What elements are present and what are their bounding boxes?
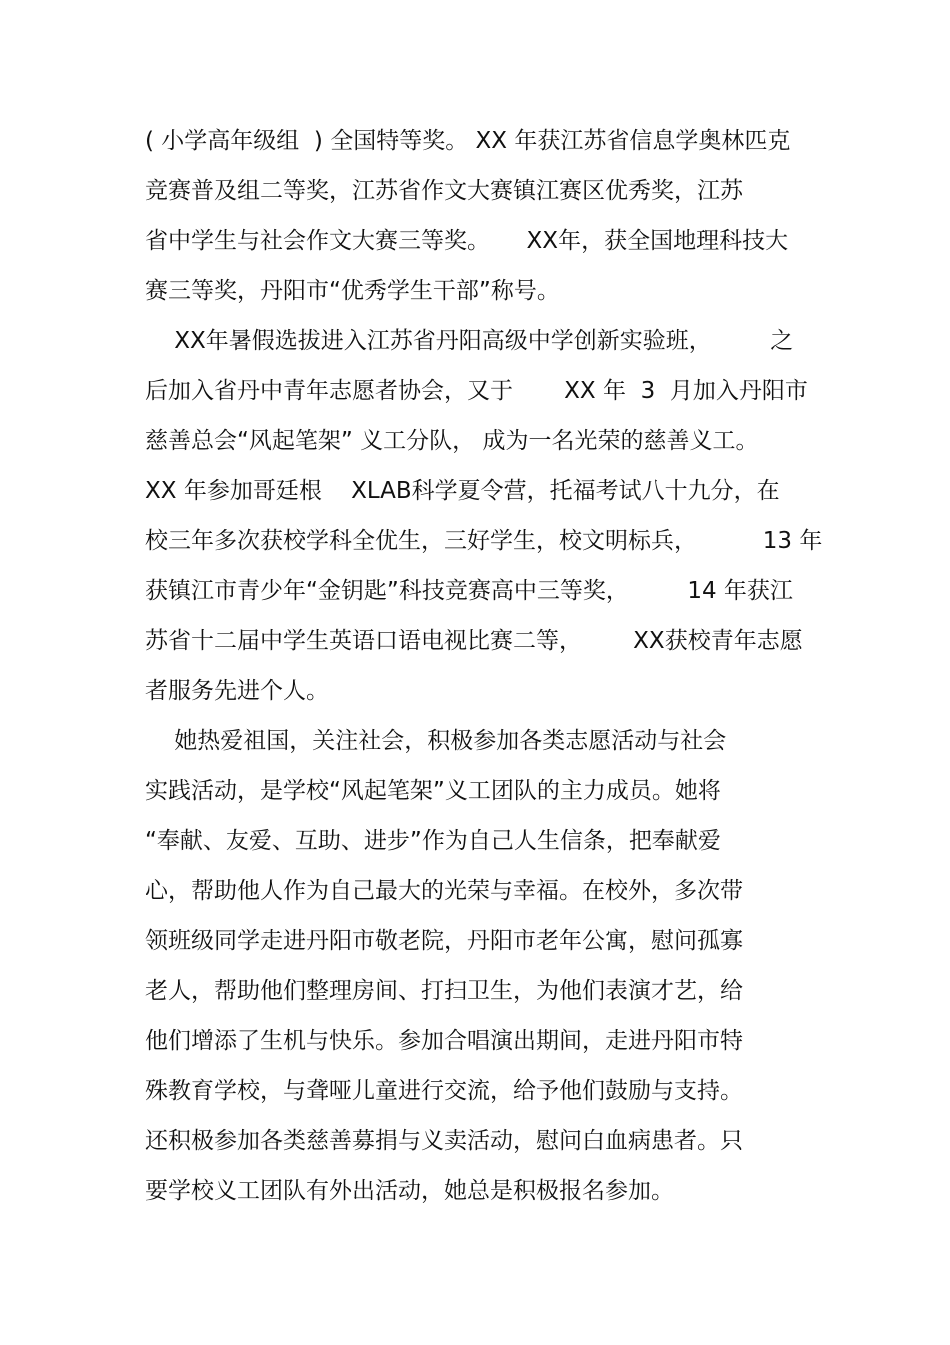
text-line-6: 后加入省丹中青年志愿者协会，又于 XX 年 3 月加入丹阳市 — [145, 378, 808, 404]
text-line-2: 竞赛普及组二等奖，江苏省作文大赛镇江赛区优秀奖，江苏 — [145, 178, 743, 204]
text-line-19: 他们增添了生机与快乐。参加合唱演出期间，走进丹阳市特 — [145, 1028, 743, 1054]
text-line-14: 实践活动，是学校“风起笔架”义工团队的主力成员。她将 — [145, 778, 721, 804]
text-line-5: XX年暑假选拔进入江苏省丹阳高级中学创新实验班， 之 — [145, 328, 794, 354]
text-line-3: 省中学生与社会作文大赛三等奖。 XX年，获全国地理科技大 — [145, 228, 789, 254]
text-line-18: 老人，帮助他们整理房间、打扫卫生，为他们表演才艺，给 — [145, 978, 743, 1004]
text-line-7: 慈善总会“风起笔架” 义工分队， 成为一名光荣的慈善义工。 — [145, 428, 759, 454]
text-line-1: ( 小学高年级组 ) 全国特等奖。 XX 年获江苏省信息学奥林匹克 — [145, 128, 791, 154]
text-line-13: 她热爱祖国，关注社会，积极参加各类志愿活动与社会 — [145, 728, 727, 754]
text-line-4: 赛三等奖，丹阳市“优秀学生干部”称号。 — [145, 278, 560, 304]
text-line-20: 殊教育学校，与聋哑儿童进行交流，给予他们鼓励与支持。 — [145, 1078, 743, 1104]
text-line-11: 苏省十二届中学生英语口语电视比赛二等， XX获校青年志愿 — [145, 628, 803, 654]
text-line-17: 领班级同学走进丹阳市敬老院，丹阳市老年公寓，慰问孤寡 — [145, 928, 743, 954]
text-line-22: 要学校义工团队有外出活动，她总是积极报名参加。 — [145, 1178, 674, 1204]
text-line-9: 校三年多次获校学科全优生，三好学生，校文明标兵， 13 年 — [145, 528, 823, 554]
text-line-10: 获镇江市青少年“金钥匙”科技竞赛高中三等奖， 14 年获江 — [145, 578, 793, 604]
text-line-15: “奉献、友爱、互助、进步”作为自己人生信条，把奉献爱 — [145, 828, 721, 854]
text-line-12: 者服务先进个人。 — [145, 678, 329, 704]
text-line-16: 心，帮助他人作为自己最大的光荣与幸福。在校外，多次带 — [145, 878, 743, 904]
text-line-8: XX 年参加哥廷根 XLAB科学夏令营，托福考试八十九分，在 — [145, 478, 780, 504]
text-line-21: 还积极参加各类慈善募捐与义卖活动，慰问白血病患者。只 — [145, 1128, 743, 1154]
